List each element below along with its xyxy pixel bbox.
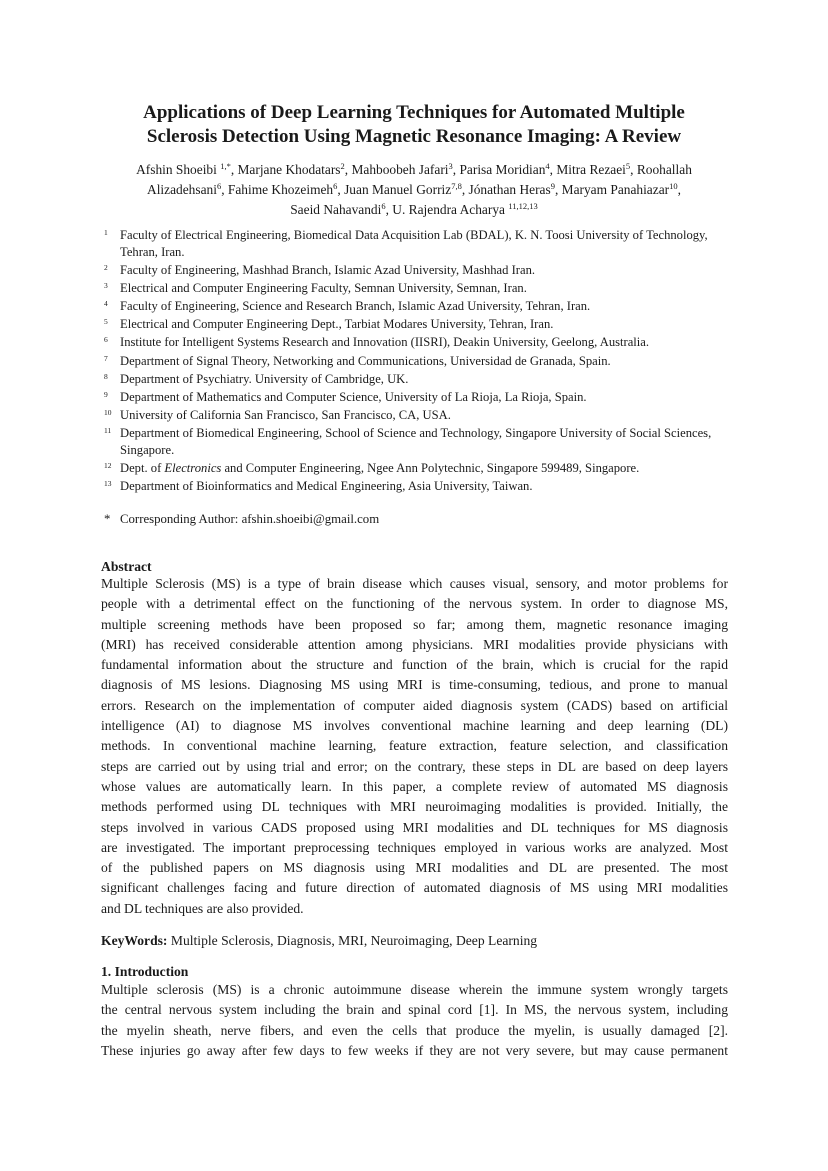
author-name: Mahboobeh Jafari [351,162,449,177]
text-line: are investigated. The important preprocessing techniques employed in various works are analyzed. Most [101,839,728,855]
affiliation-number: 10 [104,408,112,418]
introduction-body [101,980,728,1061]
introduction-heading: 1. Introduction [101,964,189,979]
text-line: the myelin sheath, nerve fibers, and even the cells that produce the myelin, is usually damaged [2]. [101,1022,728,1038]
author-affil-sup: 11,12,13 [508,201,538,211]
corresponding-star: * [104,512,111,526]
text-line: multiple screening methods have been proposed so far; among them, magnetic resonance imaging [101,616,728,632]
abstract-heading: Abstract [101,559,152,574]
affiliation-number: 13 [104,479,112,489]
affiliation-item [100,371,720,388]
author-affil-sup: 1,* [220,161,231,171]
author-affil-sup: 5 [625,161,631,171]
affiliation-number: 5 [104,317,108,327]
affiliation-text: Department of Bioinformatics and Medical Engineering, Asia University, Taiwan. [120,479,533,494]
author-affil-sup: 4 [545,161,550,171]
author-line-3: Saeid Nahavandi$^6$, U. Rajendra Acharya $^{11,12,13}$ [290,201,538,217]
affiliation-item [100,353,720,370]
affiliation-text: Dept. of Electronics and Computer Engineering, Ngee Ann Polytechnic, Singapore 599489, Singapore. [120,461,640,476]
affiliation-item [100,227,720,260]
author-name: Marjane Khodatars [237,162,341,177]
text-line: whose values are automatically learn. In this paper, a complete review of automated MS diagnosis [101,778,728,794]
text-line: steps are carried out by using trial and error; on the contrary, these steps in DL are based on deep layers [101,758,728,774]
affiliation-text: Department of Biomedical Engineering, School of Science and Technology, Singapore University of Social Sciences, Singapore. [120,426,712,457]
affiliation-text: Electrical and Computer Engineering Faculty, Semnan University, Semnan, Iran. [120,280,527,295]
author-name: U. Rajendra Acharya [392,202,505,217]
author-affil-sup: 10 [669,181,678,191]
affiliation-item [100,425,720,458]
text-line: people with a detrimental effect on the functioning of the nervous system. In order to diagnose MS, [101,596,728,612]
affiliation-list [100,227,720,496]
text-line: diagnosis of MS lesions. Diagnosing MS using MRI is time-consuming, tedious, and prone to manual [101,677,728,693]
affiliation-number: 3 [104,280,108,290]
affiliation-item [100,389,720,406]
affiliation-number: 11 [104,426,112,436]
author-affil-sup: 6 [333,181,338,191]
affiliation-item [100,478,720,495]
affiliation-item [100,407,720,424]
text-line: Multiple sclerosis (MS) is a chronic autoimmune disease wherein the immune system wrongly targets [101,982,728,997]
author-name: Juan Manuel Gorriz [344,182,452,197]
text-line: These injuries go away after few days to few weeks if they are not very severe, but may cause permanent [101,1042,728,1058]
affiliation-text: Department of Signal Theory, Networking and Communications, Universidad de Granada, Spain. [120,353,611,368]
text-line: intelligence (AI) to diagnose MS involves conventional machine learning and deep learning (DL) [101,718,728,734]
affiliation-text: Faculty of Engineering, Science and Research Branch, Islamic Azad University, Tehran, Iran. [120,299,591,314]
text-line: methods. In conventional machine learning, feature extraction, feature selection, and classification [101,738,728,754]
affiliation-number: 7 [104,353,108,363]
affiliation-item [100,262,720,279]
text-line: fundamental information about the structure and function of the brain, which is crucial for the rapid [101,657,728,673]
text-line: of the published papers on MS diagnosis using MRI modalities and DL are presented. The most [101,860,728,876]
author-line-1: Afshin Shoeibi $^{1,*}$, Marjane Khodatars$^2$, Mahboobeh Jafari$^3$, Parisa Moridian$^4$, Mitra Rezaei$^5$, Roohallah [136,161,692,177]
corresponding-author [104,511,379,528]
author-line-2: Alizadehsani$^6$, Fahime Khozeimeh$^6$, Juan Manuel Gorriz$^{7,8}$, Jónathan Heras$^9$, Maryam Panahiazar$^{10}$, [147,181,681,197]
affiliation-item [100,316,720,333]
affiliation-item [100,298,720,315]
affiliation-item [100,280,720,297]
text-line: significant challenges facing and future direction of automated diagnosis of MS using MRI modalities [101,880,728,896]
paper-title [60,101,768,149]
author-name: Mitra Rezaei [556,162,626,177]
author-name: Jónathan Heras [468,182,551,197]
affiliation-number: 8 [104,371,108,381]
text-line: Multiple Sclerosis (MS) is a type of brain disease which causes visual, sensory, and motor problems for [101,576,728,591]
affiliation-number: 1 [104,228,108,237]
keywords-text: Multiple Sclerosis, Diagnosis, MRI, Neuroimaging, Deep Learning [167,933,538,948]
affiliation-item [100,460,720,477]
author-list [80,160,748,220]
affiliation-number: 9 [104,390,108,399]
author-affil-sup: 7,8 [451,181,462,191]
author-name: Afshin Shoeibi [136,162,217,177]
title-line-2: Sclerosis Detection Using Magnetic Resonance Imaging: A Review [146,126,682,147]
affiliation-item [100,334,720,351]
author-name: Fahime Khozeimeh [227,182,334,197]
affiliation-number: 2 [104,262,108,272]
text-line: methods performed using DL techniques with MRI neuroimaging modalities is provided. Initially, the [101,799,728,815]
text-line: and DL techniques are also provided. [101,900,304,916]
author-name: Parisa Moridian [459,162,546,177]
affiliation-number: 6 [104,335,108,345]
affiliation-number: 4 [104,299,108,309]
affiliation-text: Faculty of Electrical Engineering, Biomedical Data Acquisition Lab (BDAL), K. N. Toosi University of Technology, Tehran, Iran. [120,228,708,259]
author-name: Maryam Panahiazar [561,182,670,197]
text-line: (MRI) has received considerable attention among physicians. MRI modalities provide physicians with [101,636,728,652]
affiliation-text: Electrical and Computer Engineering Dept., Tarbiat Modares University, Tehran, Iran. [120,317,554,332]
keywords [101,932,537,950]
text-line: steps involved in various CADS proposed using MRI modalities and DL techniques for MS diagnosis [101,819,728,835]
corresponding-text: Corresponding Author: afshin.shoeibi@gmail.com [120,512,380,526]
abstract-body [101,574,728,919]
affiliation-text: Institute for Intelligent Systems Research and Innovation (IISRI), Deakin University, Geelong, Australia. [120,335,650,350]
text-line: the central nervous system including the brain and spinal cord [1]. In MS, the nervous system, including [101,1002,728,1018]
author-name: Saeid Nahavandi [290,202,382,217]
affiliation-text: Department of Mathematics and Computer Science, University of La Rioja, La Rioja, Spain. [120,390,587,404]
affiliation-text: Faculty of Engineering, Mashhad Branch, Islamic Azad University, Mashhad Iran. [120,262,536,277]
author-affil-sup: 6 [216,181,222,191]
author-affil-sup: 3 [448,161,453,171]
title-line-1: Applications of Deep Learning Techniques for Automated Multiple [143,102,685,123]
author-affil-sup: 9 [550,181,555,191]
author-affil-sup: 6 [381,201,386,211]
affiliation-text: University of California San Francisco, San Francisco, CA, USA. [120,408,451,423]
keywords-label: KeyWords: [101,933,168,948]
text-line: errors. Research on the implementation of computer aided diagnosis system (CADS) based on artificial [101,697,728,713]
author-affil-sup: 2 [340,161,345,171]
affiliation-number: 12 [104,461,112,471]
affiliation-text: Department of Psychiatry. University of Cambridge, UK. [120,371,409,386]
